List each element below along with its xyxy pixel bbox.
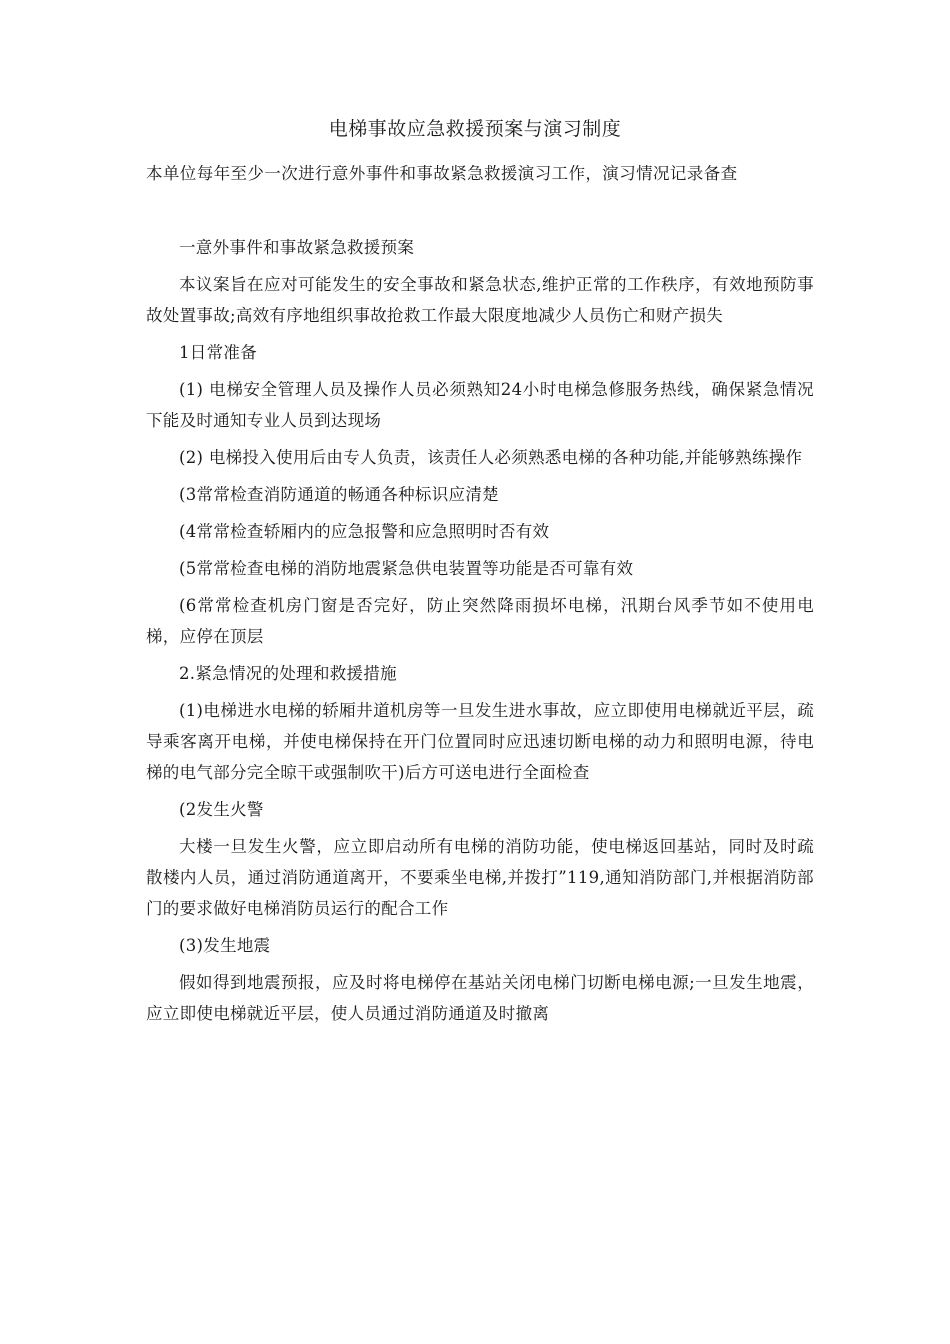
intro-text: 本单位每年至少一次进行意外事件和事故紧急救援演习工作，演习情况记录备查 [146,164,738,183]
paragraph: (2) 电梯投入使用后由专人负责，该责任人必须熟悉电梯的各种功能,并能够熟练操作 [179,448,803,467]
paragraph: 假如得到地震预报，应及时将电梯停在基站关闭电梯门切断电梯电源;一旦发生地震，应立即使电梯就近平层，使人员通过消防通道及时撤离 [146,973,814,1023]
paragraph: 本议案旨在应对可能发生的安全事故和紧急状态,维护正常的工作秩序，有效地预防事故处置事故;高效有序地组织事故抢救工作最大限度地减少人员伤亡和财产损失 [146,275,814,325]
paragraph: (5常常检查电梯的消防地震紧急供电装置等功能是否可靠有效 [179,559,634,578]
paragraph: (3常常检查消防通道的畅通各种标识应清楚 [179,485,499,504]
section-heading: 一意外事件和事故紧急救援预案 [179,238,415,257]
paragraph: 大楼一旦发生火警，应立即启动所有电梯的消防功能，使电梯返回基站，同时及时疏散楼内人员，通过消防通道离开，不要乘坐电梯,并拨打”119,通知消防部门,并根据消防部门的要求做好电梯消防员运行的配合工作 [146,837,814,918]
document-title: 电梯事故应急救援预案与演习制度 [328,118,622,140]
section-heading: 1日常准备 [179,343,257,362]
paragraph: (1) 电梯安全管理人员及操作人员必须熟知24小时电梯急修服务热线，确保紧急情况下能及时通知专业人员到达现场 [146,380,814,430]
subsection-heading: (3)发生地震 [179,936,271,955]
paragraph: (6常常检查机房门窗是否完好，防止突然降雨损坏电梯，汛期台风季节如不使用电梯，应停在顶层 [146,596,814,646]
document-body [146,232,814,1035]
paragraph: (4常常检查轿厢内的应急报警和应急照明时否有效 [179,522,550,541]
subsection-heading: (2发生火警 [179,800,264,819]
section-heading: 2.紧急情况的处理和救援措施 [179,664,397,683]
paragraph: (1)电梯进水电梯的轿厢井道机房等一旦发生进水事故，应立即使用电梯就近平层，疏导乘客离开电梯，并使电梯保持在开门位置同时应迅速切断电梯的动力和照明电源，待电梯的电气部分完全晾干或强制吹干)后方可送电进行全面检查 [146,701,814,782]
